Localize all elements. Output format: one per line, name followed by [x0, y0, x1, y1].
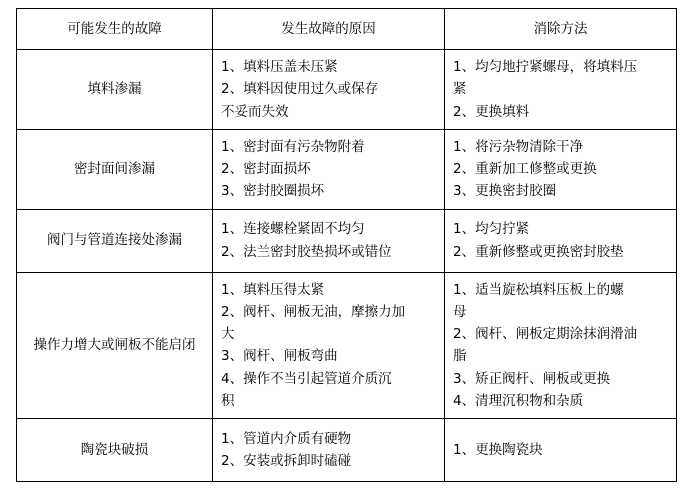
table-row [17, 50, 677, 130]
cause-list [213, 419, 445, 482]
list-item: 1、填料压得太紧 [221, 281, 325, 298]
list-item: 1、将污杂物清除干净 [453, 138, 584, 155]
list-item: 不妥而失效 [221, 103, 289, 120]
cause-list [213, 209, 445, 272]
list-item: 2、密封面损坏 [221, 161, 311, 178]
list-item: 2、更换填料 [453, 103, 530, 120]
fault-name: 阀门与管道连接处渗漏 [17, 209, 213, 272]
fault-name: 密封面间渗漏 [17, 129, 213, 209]
list-item: 2、安装或拆卸时磕碰 [221, 453, 352, 470]
list-item: 3、矫正阀杆、闸板或更换 [453, 370, 611, 387]
table-header [17, 9, 677, 50]
list-item: 2、阀杆、闸板无油，摩擦力加 [221, 303, 406, 320]
remedy-list [445, 272, 677, 419]
fault-name: 操作力增大或闸板不能启闭 [17, 272, 213, 419]
table-row [17, 129, 677, 209]
list-item: 母 [453, 303, 467, 320]
list-item: 紧 [453, 81, 467, 98]
list-item: 积 [221, 392, 235, 409]
list-item: 3、更换密封胶圈 [453, 183, 557, 200]
list-item: 1、密封面有污杂物附着 [221, 138, 365, 155]
cause-list [213, 129, 445, 209]
column-header-remedy: 消除方法 [445, 9, 677, 50]
table-row [17, 272, 677, 419]
list-item: 大 [221, 326, 235, 343]
list-item: 4、操作不当引起管道介质沉 [221, 370, 392, 387]
column-header-fault: 可能发生的故障 [17, 9, 213, 50]
table-row [17, 209, 677, 272]
list-item: 1、填料压盖未压紧 [221, 59, 338, 75]
remedy-list [445, 50, 677, 130]
cause-list [213, 272, 445, 419]
list-item: 1、更换陶瓷块 [453, 442, 543, 459]
list-item: 4、清理沉积物和杂质 [453, 392, 584, 409]
table-body [17, 50, 677, 482]
list-item: 1、管道内介质有硬物 [221, 430, 352, 447]
list-item: 2、重新修整或更换密封胶垫 [453, 243, 624, 260]
document-page [0, 8, 692, 491]
fault-troubleshooting-table [16, 8, 677, 482]
table-row [17, 419, 677, 482]
list-item: 1、适当旋松填料压板上的螺 [453, 281, 624, 298]
list-item: 1、连接螺栓紧固不均匀 [221, 221, 365, 238]
list-item: 2、重新加工修整或更换 [453, 161, 597, 178]
list-item: 3、密封胶圈损坏 [221, 183, 325, 200]
table-header-row [17, 9, 677, 50]
remedy-list [445, 129, 677, 209]
list-item: 3、阀杆、闸板弯曲 [221, 348, 338, 365]
column-header-cause: 发生故障的原因 [213, 9, 445, 50]
list-item: 1、均匀拧紧 [453, 221, 530, 238]
fault-name: 填料渗漏 [17, 50, 213, 130]
remedy-list [445, 209, 677, 272]
list-item: 2、填料因使用过久或保存 [221, 81, 379, 98]
list-item: 1、均匀地拧紧螺母，将填料压 [453, 59, 638, 75]
cause-list [213, 50, 445, 130]
list-item: 2、法兰密封胶垫损坏或错位 [221, 243, 392, 260]
list-item: 脂 [453, 348, 467, 365]
fault-name: 陶瓷块破损 [17, 419, 213, 482]
list-item: 2、阀杆、闸板定期涂抹润滑油 [453, 326, 638, 343]
remedy-list [445, 419, 677, 482]
